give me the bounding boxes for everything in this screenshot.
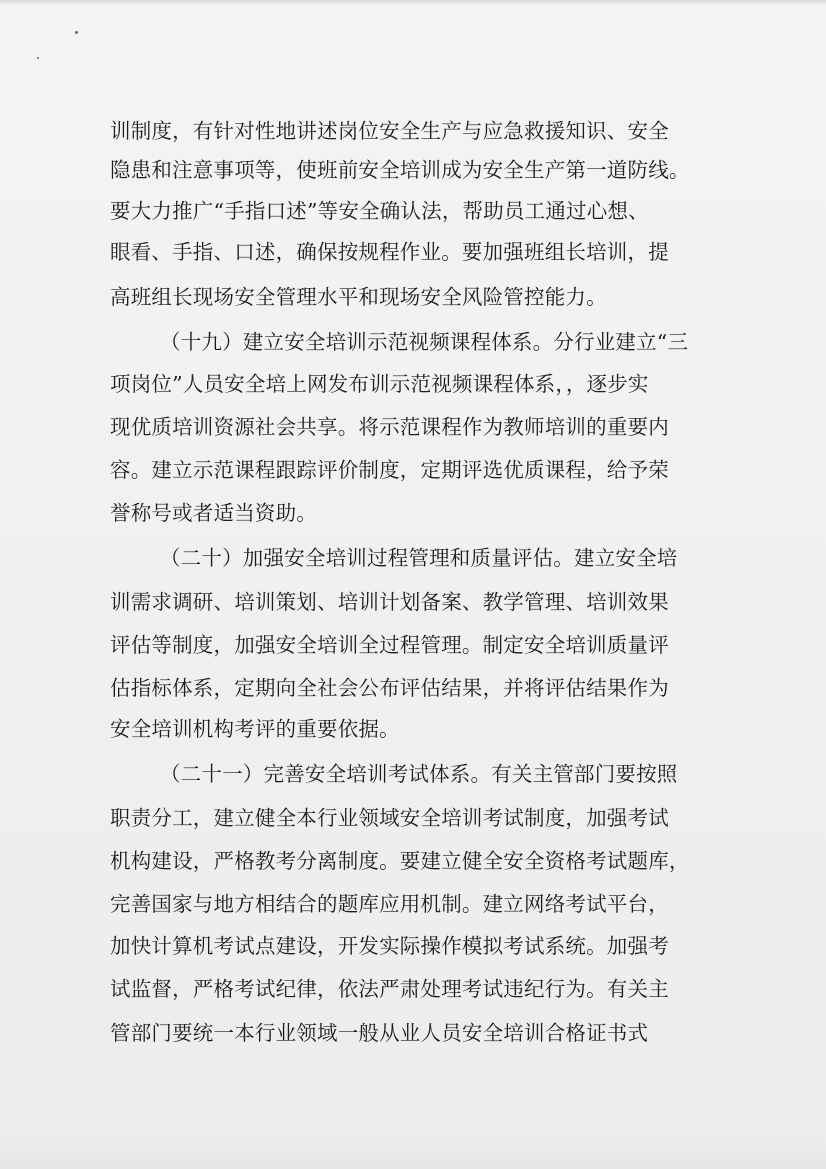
text-line: 加快计算机考试点建设，开发实际操作模拟考试系统。加强考	[110, 934, 669, 958]
text-line: 估指标体系，定期向全社会公布评估结果，并将评估结果作为	[110, 676, 669, 700]
text-line: 管部门要统一本行业领域一般从业人员安全培训合格证书式	[110, 1021, 649, 1045]
text-line: 现优质培训资源社会共享。将示范课程作为教师培训的重要内	[110, 415, 669, 439]
text-line: 安全培训机构考评的重要依据。	[110, 717, 400, 741]
scan-bottom-edge	[0, 1139, 826, 1169]
text-line: 高班组长现场安全管理水平和现场安全风险管控能力。	[110, 285, 607, 309]
text-line: 训需求调研、培训策划、培训计划备案、教学管理、培训效果	[110, 590, 669, 614]
text-line: 眼看、手指、口述，确保按规程作业。要加强班组长培训，提	[110, 240, 669, 264]
text-line: 要大力推广“手指口述”等安全确认法，帮助员工通过心想、	[110, 199, 649, 223]
text-line: 容。建立示范课程跟踪评价制度，定期评选优质课程，给予荣	[110, 458, 669, 482]
paragraph-heading-line: （十九）建立安全培训示范视频课程体系。分行业建立“三	[160, 330, 689, 354]
paragraph-heading-line: （二十一）完善安全培训考试体系。有关主管部门要按照	[160, 762, 678, 786]
text-line: 训制度，有针对性地讲述岗位安全生产与应急救援知识、安全	[110, 119, 669, 143]
scan-top-edge	[0, 0, 826, 5]
scan-speck	[37, 57, 39, 59]
text-line: 职责分工，建立健全本行业领域安全培训考试制度，加强考试	[110, 806, 669, 830]
text-line: 誉称号或者适当资助。	[110, 501, 317, 525]
paragraph-heading-line: （二十）加强安全培训过程管理和质量评估。建立安全培	[160, 546, 678, 570]
text-line: 评估等制度，加强安全培训全过程管理。制定安全培训质量评	[110, 633, 669, 657]
text-line: 完善国家与地方相结合的题库应用机制。建立网络考试平台，	[110, 892, 669, 916]
text-line: 机构建设，严格教考分离制度。要建立健全安全资格考试题库，	[110, 849, 690, 873]
text-line: 试监督，严格考试纪律，依法严肃处理考试违纪行为。有关主	[110, 977, 669, 1001]
scan-speck	[75, 31, 78, 34]
text-line: 隐患和注意事项等，使班前安全培训成为安全生产第一道防线。	[110, 158, 690, 182]
text-line: 项岗位”人员安全培上网发布训示范视频课程体系，，逐步实	[110, 372, 649, 396]
